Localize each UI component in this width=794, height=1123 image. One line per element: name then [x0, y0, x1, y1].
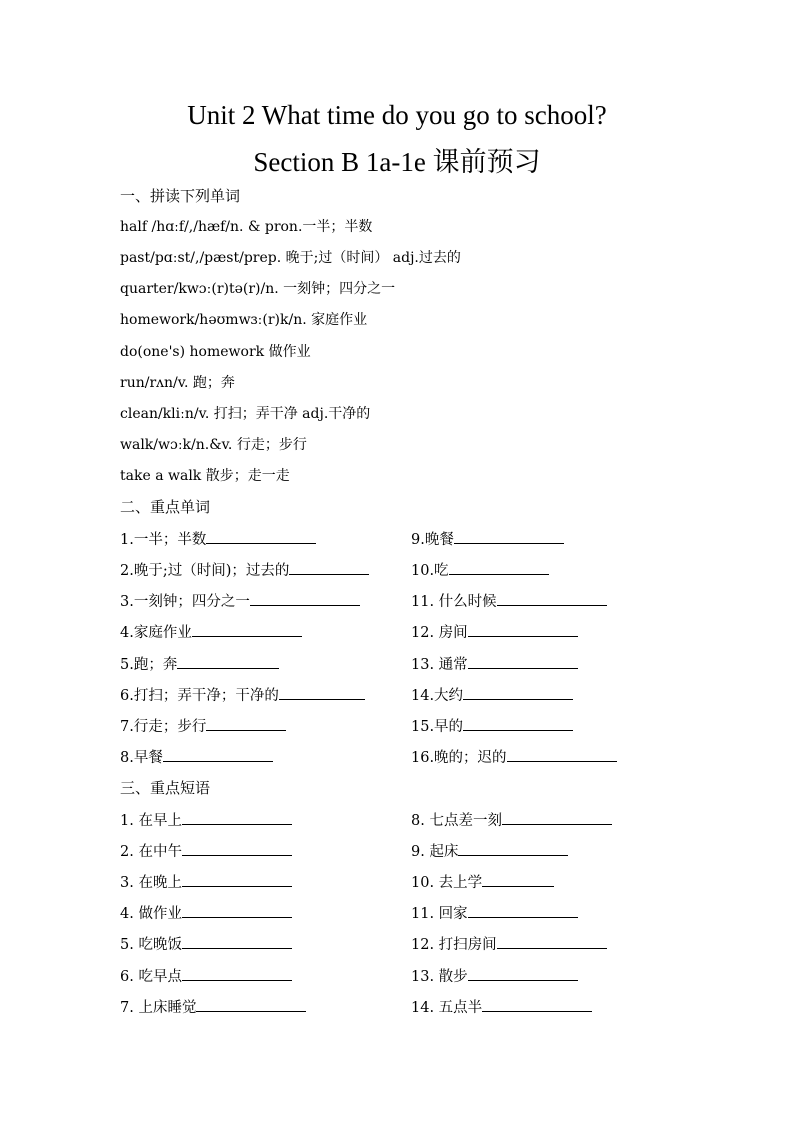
exercise-prompt: 5. 吃晚饭 [120, 937, 182, 953]
exercise-prompt: 14.大约 [411, 688, 464, 704]
exercise-prompt: 1.一半；半数 [120, 532, 207, 548]
exercise-prompt: 3.一刻钟；四分之一 [120, 594, 250, 610]
exercise-item [411, 622, 578, 643]
exercise-prompt: 6.打扫；弄干净；干净的 [120, 688, 279, 704]
answer-blank[interactable] [196, 997, 306, 1012]
exercise-item [120, 685, 365, 706]
exercise-prompt: 13. 散步 [411, 969, 468, 985]
exercise-row [0, 934, 794, 956]
section-heading-key-words: 二、重点单词 [120, 498, 211, 516]
answer-blank[interactable] [468, 966, 578, 981]
exercise-item [411, 747, 617, 768]
exercise-prompt: 14. 五点半 [411, 1000, 483, 1016]
exercise-item [120, 622, 302, 643]
answer-blank[interactable] [182, 966, 292, 981]
exercise-item [120, 654, 279, 675]
answer-blank[interactable] [206, 529, 316, 544]
exercise-row [0, 997, 794, 1019]
exercise-item [411, 654, 578, 675]
answer-blank[interactable] [482, 872, 554, 887]
exercise-prompt: 12. 打扫房间 [411, 937, 497, 953]
exercise-row [0, 654, 794, 676]
answer-blank[interactable] [463, 685, 573, 700]
exercise-prompt: 16.晚的；迟的 [411, 750, 507, 766]
exercise-item [120, 841, 292, 862]
exercise-item [411, 591, 607, 612]
exercise-prompt: 1. 在早上 [120, 813, 182, 829]
exercise-prompt: 2. 在中午 [120, 844, 182, 860]
exercise-item [411, 872, 554, 893]
answer-blank[interactable] [463, 716, 573, 731]
answer-blank[interactable] [177, 654, 279, 669]
exercise-prompt: 10.吃 [411, 563, 449, 579]
exercise-row [0, 622, 794, 644]
exercise-row [0, 685, 794, 707]
answer-blank[interactable] [182, 841, 292, 856]
exercise-prompt: 10. 去上学 [411, 875, 483, 891]
exercise-row [0, 747, 794, 769]
exercise-row [0, 903, 794, 925]
exercise-item [411, 560, 549, 581]
page-title: Unit 2 What time do you go to school? [187, 100, 607, 130]
exercise-prompt: 8. 七点差一刻 [411, 813, 502, 829]
answer-blank[interactable] [289, 560, 369, 575]
exercise-item [120, 872, 292, 893]
exercise-item [411, 810, 612, 831]
exercise-prompt: 5.跑；奔 [120, 657, 178, 673]
answer-blank[interactable] [468, 654, 578, 669]
vocab-item: walk/wɔːk/n.&v. 行走；步行 [120, 437, 307, 453]
exercise-prompt: 8.早餐 [120, 750, 163, 766]
exercise-prompt: 9. 起床 [411, 844, 459, 860]
page-subtitle: Section B 1a-1e 课前预习 [253, 147, 541, 177]
answer-blank[interactable] [468, 622, 578, 637]
answer-blank[interactable] [250, 591, 360, 606]
exercise-prompt: 2.晚于;过（时间)；过去的 [120, 563, 290, 579]
answer-blank[interactable] [497, 591, 607, 606]
exercise-item [411, 841, 568, 862]
exercise-prompt: 4.家庭作业 [120, 625, 192, 641]
exercise-row [0, 872, 794, 894]
exercise-item [120, 591, 360, 612]
answer-blank[interactable] [502, 810, 612, 825]
exercise-prompt: 13. 通常 [411, 657, 468, 673]
answer-blank[interactable] [507, 747, 617, 762]
exercise-prompt: 7.行走；步行 [120, 719, 207, 735]
answer-blank[interactable] [454, 529, 564, 544]
answer-blank[interactable] [192, 622, 302, 637]
exercise-item [411, 685, 573, 706]
exercise-prompt: 9.晚餐 [411, 532, 454, 548]
exercise-item [120, 716, 286, 737]
vocab-item: run/rʌn/v. 跑；奔 [120, 375, 235, 391]
section-heading-read-words: 一、拼读下列单词 [120, 187, 241, 205]
exercise-item [120, 810, 292, 831]
answer-blank[interactable] [458, 841, 568, 856]
vocab-item: quarter/kwɔː(r)tə(r)/n. 一刻钟；四分之一 [120, 281, 396, 297]
exercise-row [0, 529, 794, 551]
exercise-row [0, 560, 794, 582]
exercise-item [120, 747, 273, 768]
vocab-item: clean/kliːn/v. 打扫；弄干净 adj.干净的 [120, 406, 371, 422]
exercise-item [120, 529, 316, 550]
answer-blank[interactable] [182, 810, 292, 825]
answer-blank[interactable] [279, 685, 365, 700]
exercise-item [411, 903, 578, 924]
answer-blank[interactable] [163, 747, 273, 762]
exercise-item [120, 560, 369, 581]
answer-blank[interactable] [497, 934, 607, 949]
answer-blank[interactable] [206, 716, 286, 731]
answer-blank[interactable] [182, 903, 292, 918]
exercise-item [411, 934, 607, 955]
exercise-row [0, 810, 794, 832]
answer-blank[interactable] [449, 560, 549, 575]
vocab-item: half /hɑːf/,/hæf/n. & pron.一半；半数 [120, 219, 373, 235]
exercise-row [0, 716, 794, 738]
exercise-item [120, 966, 292, 987]
exercise-prompt: 4. 做作业 [120, 906, 182, 922]
exercise-prompt: 7. 上床睡觉 [120, 1000, 197, 1016]
exercise-row [0, 966, 794, 988]
exercise-prompt: 11. 回家 [411, 906, 468, 922]
vocab-item: homework/həʊmwɜː(r)k/n. 家庭作业 [120, 312, 368, 328]
answer-blank[interactable] [182, 872, 292, 887]
exercise-prompt: 3. 在晚上 [120, 875, 182, 891]
exercise-prompt: 15.早的 [411, 719, 464, 735]
answer-blank[interactable] [182, 934, 292, 949]
vocab-item: take a walk 散步；走一走 [120, 468, 290, 484]
exercise-item [120, 997, 306, 1018]
answer-blank[interactable] [468, 903, 578, 918]
section-heading-key-phrases: 三、重点短语 [120, 779, 211, 797]
exercise-row [0, 841, 794, 863]
exercise-item [411, 716, 573, 737]
vocab-item: past/pɑːst/,/pæst/prep. 晚于;过（时间） adj.过去的 [120, 250, 461, 266]
exercise-item [411, 966, 578, 987]
exercise-item [120, 903, 292, 924]
exercise-item [120, 934, 292, 955]
answer-blank[interactable] [482, 997, 592, 1012]
exercise-prompt: 6. 吃早点 [120, 969, 182, 985]
vocab-item: do(one's) homework 做作业 [120, 344, 311, 360]
exercise-prompt: 11. 什么时候 [411, 594, 497, 610]
exercise-prompt: 12. 房间 [411, 625, 468, 641]
exercise-item [411, 529, 564, 550]
exercise-item [411, 997, 592, 1018]
exercise-row [0, 591, 794, 613]
